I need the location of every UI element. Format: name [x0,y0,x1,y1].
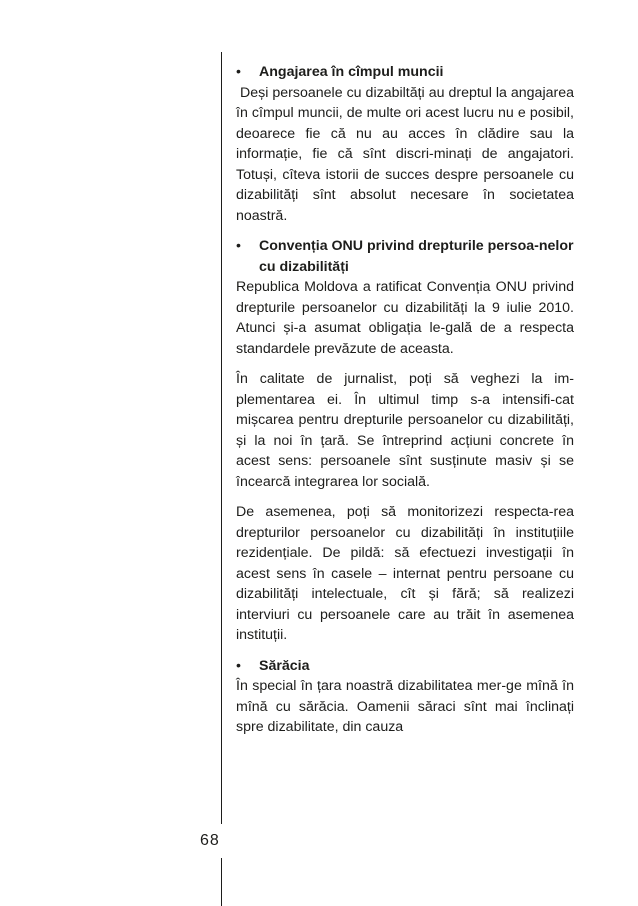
bullet-icon: • [236,238,241,254]
section-journalist-role [236,369,574,492]
section-monitoring [236,502,574,646]
heading-text: Sărăcia [259,657,310,674]
bullet-icon: • [236,657,241,674]
margin-rule-bottom [221,858,222,906]
page-content [236,62,574,748]
heading-text: Angajarea în cîmpul muncii [259,64,444,80]
section-heading [236,236,574,277]
section-employment [236,62,574,226]
section-heading [236,62,574,83]
paragraph: În calitate de jurnalist, poți să veghezi la im-plementarea ei. În ultimul timp s-a intensifi-cat mișcarea pentru drepturile persoanelor cu dizabilități, și la noi în țară. Se întreprind acțiuni concrete în acest sens: persoanele sînt susținute masiv și se încearcă integrarea lor socială. [236,371,574,490]
section-heading [236,656,574,677]
paragraph: În special în țara noastră dizabilitatea mer-ge mînă în mînă cu sărăcia. Oamenii săraci sînt mai înclinați spre dizabilitate, din cauza [236,678,574,735]
heading-text: Convenția ONU privind drepturile persoa-nelor cu dizabilități [259,238,574,275]
paragraph: De asemenea, poți să monitorizezi respecta-rea drepturilor persoanelor cu dizabilități în instituțiile rezidențiale. De pildă: să efectuezi investigații în acest sens în casele – internat pentru persoane cu dizabilități intelectuale, cît și fără; să realizezi interviuri cu persoanele care au trăit în asemenea instituții. [236,504,574,643]
paragraph: Republica Moldova a ratificat Convenția ONU privind drepturile persoanelor cu dizabilități la 9 iulie 2010. Atunci și-a asumat obligația le-gală de a respecta standardele prevăzute de aceasta. [236,279,574,357]
margin-rule-top [221,52,222,824]
page-number: 68 [200,832,220,849]
section-un-convention [236,236,574,359]
bullet-icon: • [236,64,241,80]
paragraph: Deși persoanele cu dizabiltăți au dreptul la angajarea în cîmpul muncii, de multe ori acest lucru nu e posibil, deoarece fie că nu au acces în clădire sau la informație, fie că sînt discri-minați de angajatori. Totuși, cîteva istorii de succes despre persoanele cu dizabilități sînt absolut necesare în societatea noastră. [236,84,574,224]
section-poverty [236,656,574,738]
